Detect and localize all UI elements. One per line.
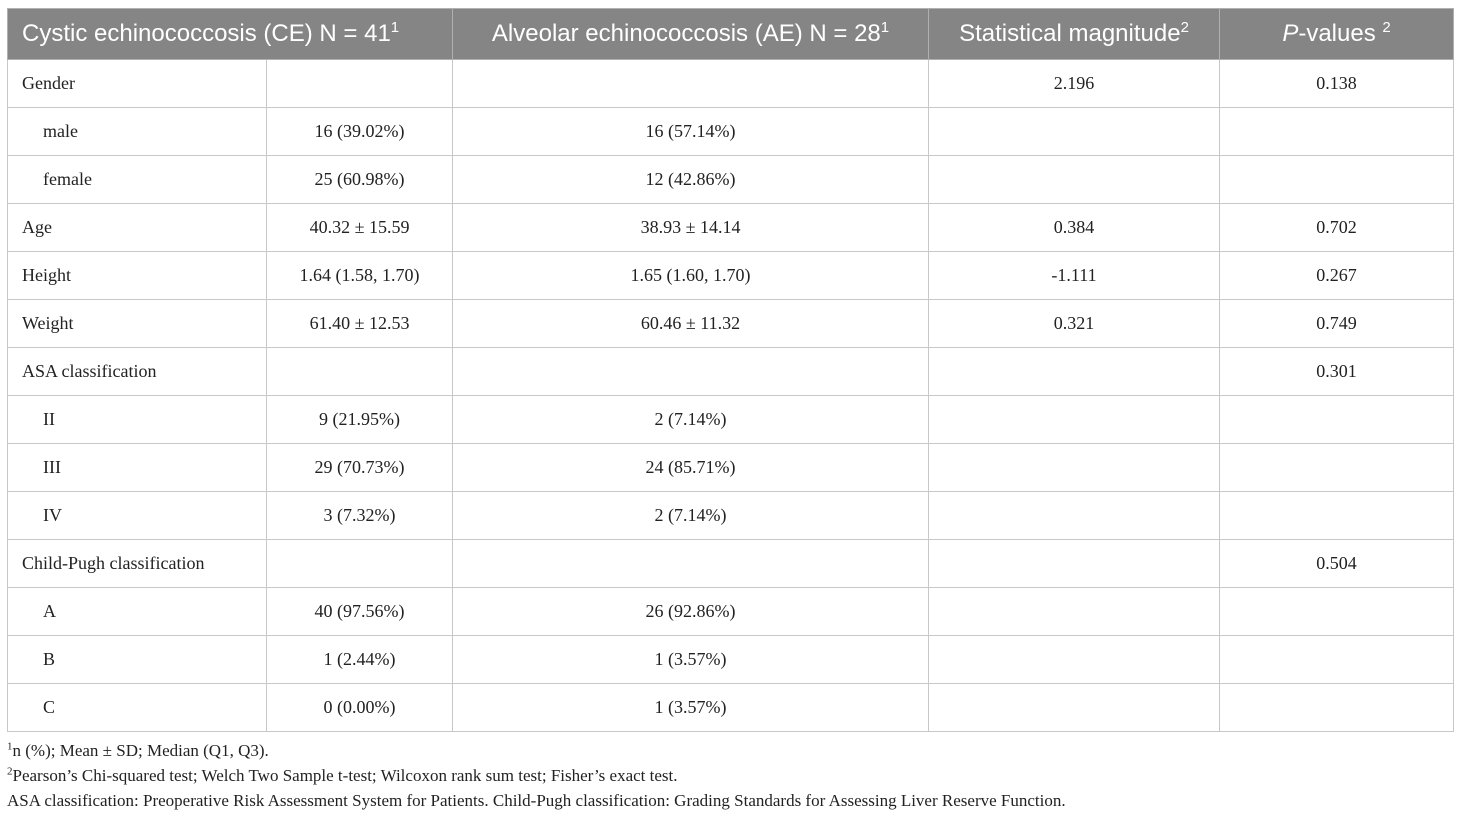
cell-p: 0.138 [1220, 60, 1454, 108]
cell-p [1220, 396, 1454, 444]
row-label: ASA classification [8, 348, 267, 396]
row-label: B [8, 636, 267, 684]
table-body [8, 60, 1454, 732]
cell-stat [929, 444, 1220, 492]
cell-p: 0.301 [1220, 348, 1454, 396]
table-row [8, 156, 1454, 204]
table-header [8, 9, 1454, 60]
row-label: Weight [8, 300, 267, 348]
cell-stat [929, 636, 1220, 684]
cell-ae: 2 (7.14%) [453, 492, 929, 540]
header-ae [453, 9, 929, 60]
cell-ce: 29 (70.73%) [267, 444, 453, 492]
cell-p [1220, 636, 1454, 684]
table-footnotes [7, 738, 1453, 813]
table-row [8, 252, 1454, 300]
cell-ae: 16 (57.14%) [453, 108, 929, 156]
header-pvalues [1220, 9, 1454, 60]
table-row [8, 396, 1454, 444]
footnote-1 [7, 738, 1453, 763]
row-label: Gender [8, 60, 267, 108]
cell-stat [929, 156, 1220, 204]
cell-ae: 24 (85.71%) [453, 444, 929, 492]
cell-ce: 61.40 ± 12.53 [267, 300, 453, 348]
cell-ae: 1 (3.57%) [453, 684, 929, 732]
cell-ce: 40.32 ± 15.59 [267, 204, 453, 252]
header-p-italic: P [1282, 20, 1299, 47]
cell-ce: 1 (2.44%) [267, 636, 453, 684]
header-ce [8, 9, 453, 60]
cell-stat: 2.196 [929, 60, 1220, 108]
header-row [8, 9, 1454, 60]
row-label: C [8, 684, 267, 732]
cell-ce: 9 (21.95%) [267, 396, 453, 444]
cell-ce: 3 (7.32%) [267, 492, 453, 540]
cell-p: 0.749 [1220, 300, 1454, 348]
footnote-2 [7, 763, 1453, 788]
cell-ae [453, 60, 929, 108]
row-label: Height [8, 252, 267, 300]
cell-stat [929, 396, 1220, 444]
cell-ae [453, 348, 929, 396]
cell-p [1220, 108, 1454, 156]
table-row [8, 636, 1454, 684]
row-label: IV [8, 492, 267, 540]
cell-ce [267, 540, 453, 588]
header-stat-text: Statistical magnitude [959, 20, 1181, 47]
cell-stat [929, 684, 1220, 732]
cell-ce: 0 (0.00%) [267, 684, 453, 732]
table-row [8, 444, 1454, 492]
cell-p [1220, 684, 1454, 732]
cell-ae: 1 (3.57%) [453, 636, 929, 684]
table-row [8, 540, 1454, 588]
row-label: male [8, 108, 267, 156]
cell-ce: 40 (97.56%) [267, 588, 453, 636]
cell-stat: 0.321 [929, 300, 1220, 348]
cell-stat [929, 492, 1220, 540]
cell-stat [929, 348, 1220, 396]
cell-p: 0.702 [1220, 204, 1454, 252]
row-label: A [8, 588, 267, 636]
row-label: Child-Pugh classification [8, 540, 267, 588]
header-ce-text: Cystic echinococcosis (CE) N = 41 [22, 20, 391, 47]
cell-ae: 60.46 ± 11.32 [453, 300, 929, 348]
header-p-text: -values [1298, 20, 1383, 47]
cell-ce: 16 (39.02%) [267, 108, 453, 156]
footnote-2-text: Pearson’s Chi-squared test; Welch Two Sample t-test; Wilcoxon rank sum test; Fisher’s exact test. [12, 766, 678, 785]
cell-ce: 25 (60.98%) [267, 156, 453, 204]
cell-stat [929, 108, 1220, 156]
header-ae-sup: 1 [880, 19, 890, 36]
cell-ce [267, 348, 453, 396]
cell-p [1220, 588, 1454, 636]
cell-ce: 1.64 (1.58, 1.70) [267, 252, 453, 300]
cell-ae: 2 (7.14%) [453, 396, 929, 444]
footnote-1-mark: 1 [7, 740, 13, 753]
row-label: female [8, 156, 267, 204]
table-row [8, 348, 1454, 396]
table-row [8, 588, 1454, 636]
row-label: III [8, 444, 267, 492]
cell-stat: -1.111 [929, 252, 1220, 300]
table-row [8, 60, 1454, 108]
header-ae-text: Alveolar echinococcosis (AE) N = 28 [491, 20, 881, 47]
row-label: II [8, 396, 267, 444]
cell-stat [929, 588, 1220, 636]
table-row [8, 684, 1454, 732]
footnote-1-text: n (%); Mean ± SD; Median (Q1, Q3). [12, 741, 269, 760]
cell-p [1220, 444, 1454, 492]
cell-ae: 12 (42.86%) [453, 156, 929, 204]
table-row [8, 204, 1454, 252]
table-row [8, 108, 1454, 156]
footnote-3: ASA classification: Preoperative Risk Assessment System for Patients. Child-Pugh classification: Grading Standards for Assessing Liver Reserve Function. [7, 791, 1066, 810]
cell-p [1220, 156, 1454, 204]
header-p-sup: 2 [1382, 19, 1391, 36]
cell-stat [929, 540, 1220, 588]
cell-p: 0.267 [1220, 252, 1454, 300]
cell-stat: 0.384 [929, 204, 1220, 252]
footnote-2-mark: 2 [7, 765, 13, 778]
cell-p: 0.504 [1220, 540, 1454, 588]
cell-ae: 26 (92.86%) [453, 588, 929, 636]
header-stat [929, 9, 1220, 60]
table-container [7, 8, 1453, 813]
cell-ae [453, 540, 929, 588]
cell-ae: 38.93 ± 14.14 [453, 204, 929, 252]
cell-ae: 1.65 (1.60, 1.70) [453, 252, 929, 300]
cell-ce [267, 60, 453, 108]
data-table [7, 8, 1454, 732]
cell-p [1220, 492, 1454, 540]
table-row [8, 300, 1454, 348]
header-ce-sup: 1 [390, 19, 400, 36]
table-row [8, 492, 1454, 540]
header-stat-sup: 2 [1180, 19, 1189, 36]
row-label: Age [8, 204, 267, 252]
